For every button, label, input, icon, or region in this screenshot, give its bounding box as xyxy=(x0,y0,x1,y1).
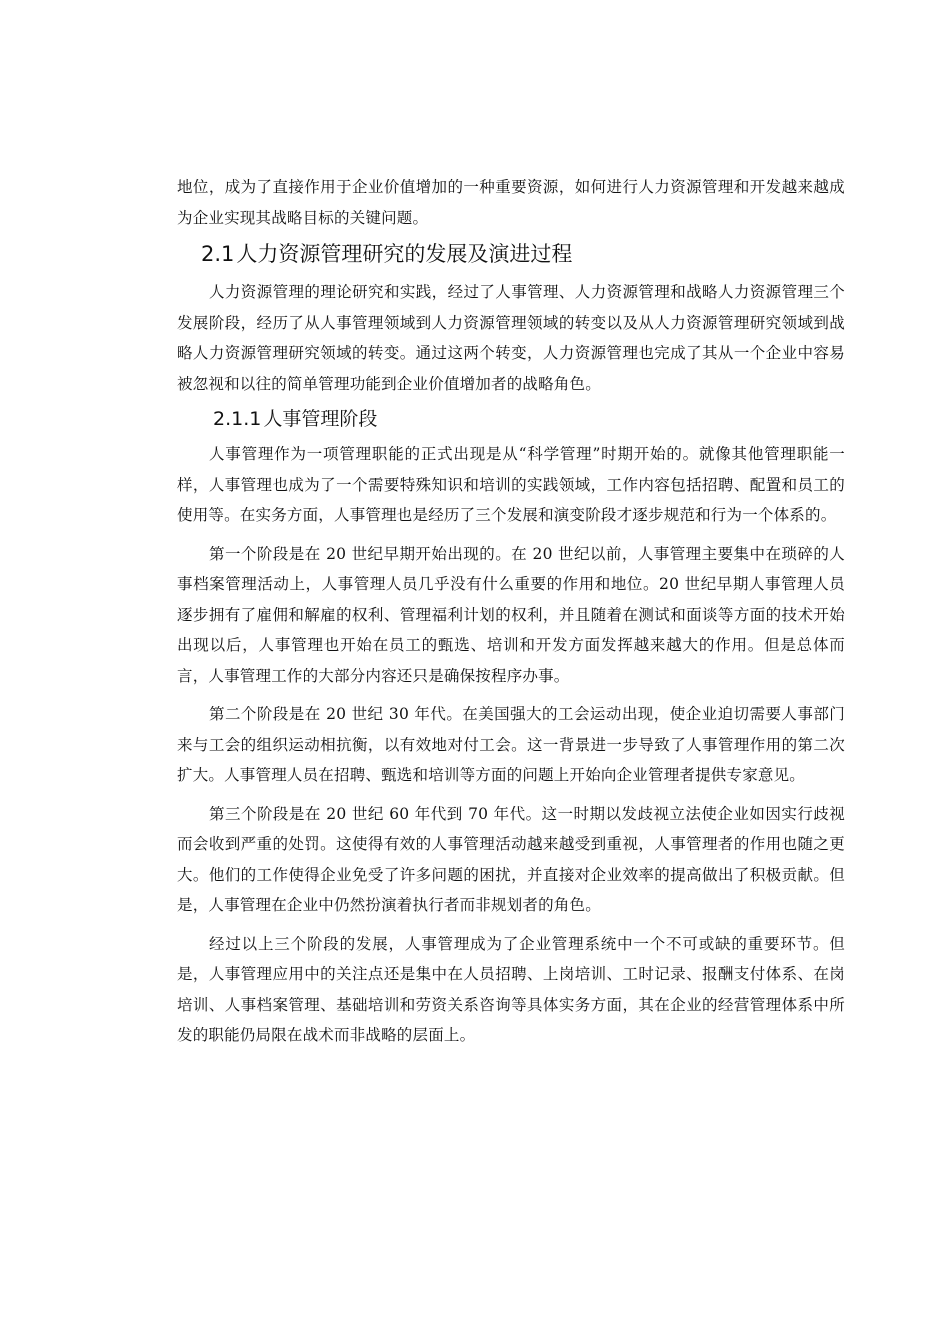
section-title: 人力资源管理研究的发展及演进过程 xyxy=(236,242,573,266)
body-paragraph: 第二个阶段是在 20 世纪 30 年代。在美国强大的工会运动出现，使企业迫切需要人事部门来与工会的组织运动相抗衡，以有效地对付工会。这一背景进一步导致了人事管理作用的第二次扩大。人事管理人员在招聘、甄选和培训等方面的问题上开始向企业管理者提供专家意见。 xyxy=(177,705,845,784)
body-paragraph: 第三个阶段是在 20 世纪 60 年代到 70 年代。这一时期以发歧视立法使企业如因实行歧视而会收到严重的处罚。这使得有效的人事管理活动越来越受到重视，人事管理者的作用也随之更大。他们的工作使得企业免受了许多问题的困扰，并直接对企业效率的提高做出了积极贡献。但是，人事管理在企业中仍然扮演着执行者而非规划者的角色。 xyxy=(177,804,845,914)
body-paragraph: 人事管理作为一项管理职能的正式出现是从“科学管理”时期开始的。就像其他管理职能一样，人事管理也成为了一个需要特殊知识和培训的实践领域，工作内容包括招聘、配置和员工的使用等。在实务方面，人事管理也是经历了三个发展和演变阶段才逐步规范和行为一个体系的。 xyxy=(177,445,845,524)
intro-paragraph: 地位，成为了直接作用于企业价值增加的一种重要资源，如何进行人力资源管理和开发越来越成为企业实现其战略目标的关键问题。 xyxy=(177,178,845,227)
section-heading xyxy=(177,237,845,271)
body-paragraph: 经过以上三个阶段的发展，人事管理成为了企业管理系统中一个不可或缺的重要环节。但是，人事管理应用中的关注点还是集中在人员招聘、上岗培训、工时记录、报酬支付体系、在岗培训、人事档案管理、基础培训和劳资关系咨询等具体实务方面，其在企业的经营管理体系中所发的职能仍局限在战术而非战略的层面上。 xyxy=(177,934,845,1044)
subsection-heading xyxy=(177,403,845,435)
section-paragraph: 人力资源管理的理论研究和实践，经过了人事管理、人力资源管理和战略人力资源管理三个发展阶段，经历了从人事管理领域到人力资源管理领域的转变以及从人力资源管理研究领域到战略人力资源管理研究领域的转变。通过这两个转变，人力资源管理也完成了其从一个企业中容易被忽视和以往的简单管理功能到企业价值增加者的战略角色。 xyxy=(177,283,845,393)
section-number: 2.1 xyxy=(201,242,235,266)
body-paragraph: 第一个阶段是在 20 世纪早期开始出现的。在 20 世纪以前，人事管理主要集中在琐碎的人事档案管理活动上，人事管理人员几乎没有什么重要的作用和地位。20 世纪早期人事管理人员逐步拥有了雇佣和解雇的权利、管理福利计划的权利，并且随着在测试和面谈等方面的技术开始出现以后，人事管理也开始在员工的甄选、培训和开发方面发挥越来越大的作用。但是总体而言，人事管理工作的大部分内容还只是确保按程序办事。 xyxy=(177,544,845,685)
subsection-number: 2.1.1 xyxy=(213,408,262,430)
document-body xyxy=(177,172,845,1051)
subsection-title: 人事管理阶段 xyxy=(263,408,378,430)
